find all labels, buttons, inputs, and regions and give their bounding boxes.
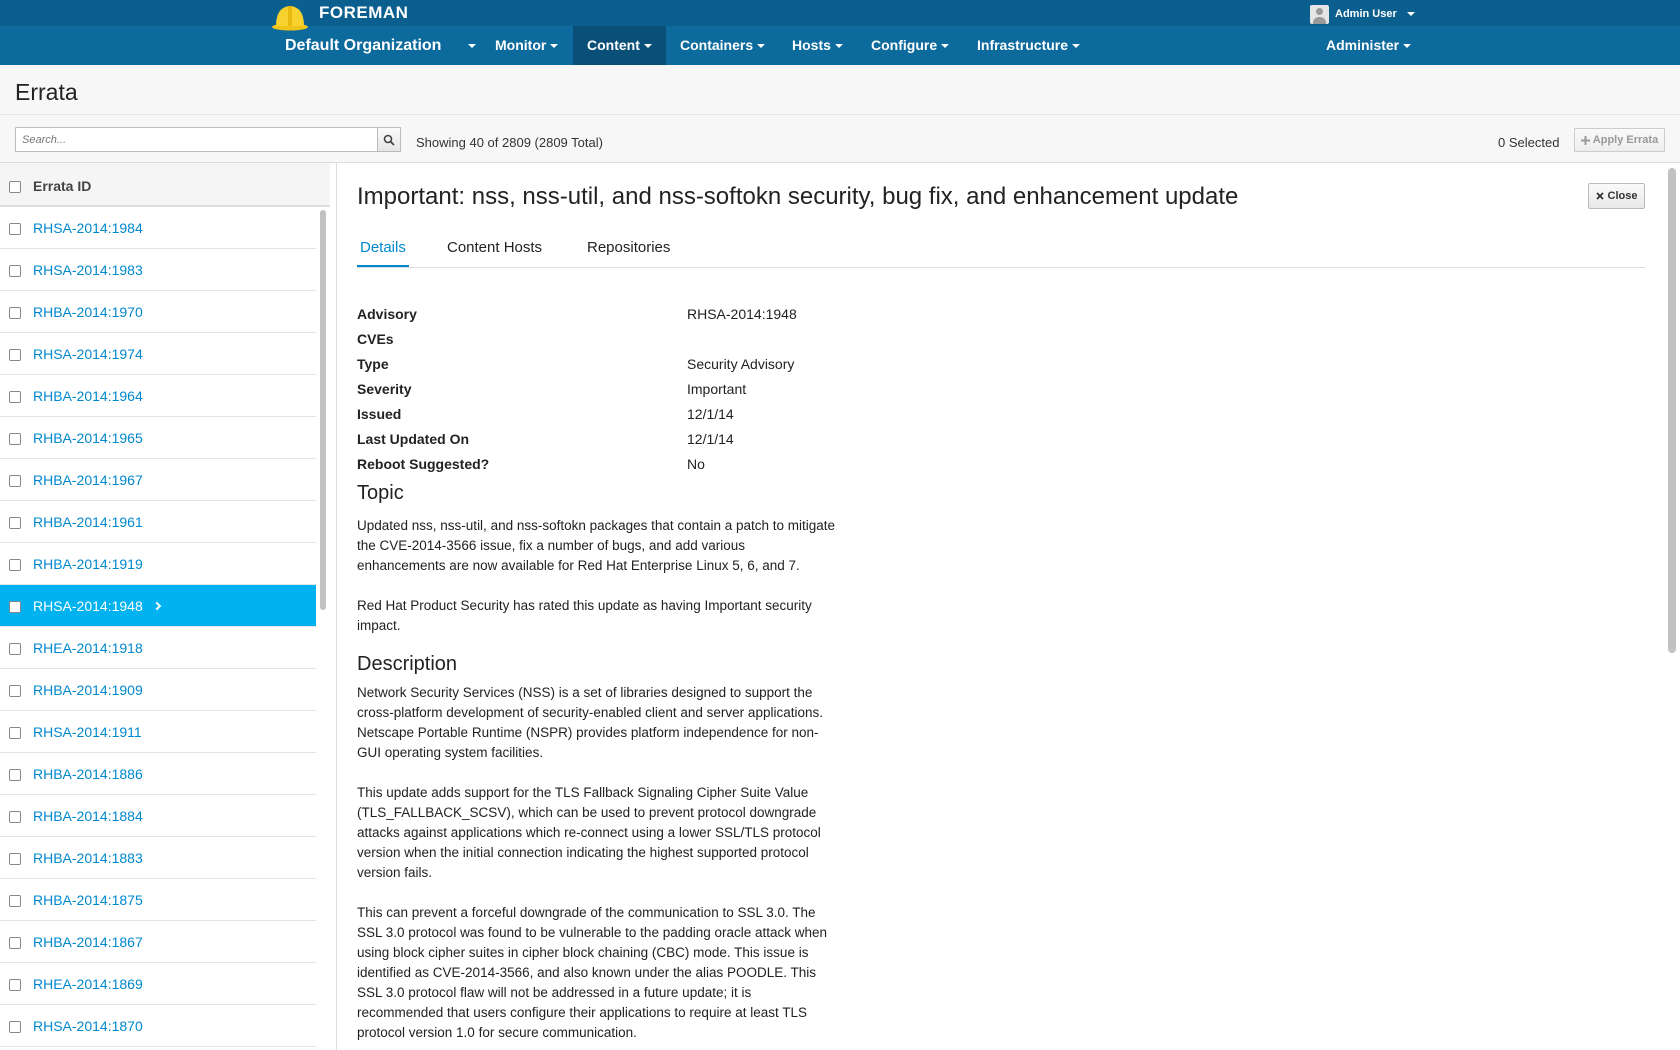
table-row[interactable] [0, 1005, 316, 1047]
table-row[interactable] [0, 543, 316, 585]
field-label: Severity [357, 381, 412, 397]
field-label: Advisory [357, 306, 417, 322]
table-row[interactable] [0, 753, 316, 795]
row-checkbox[interactable] [9, 265, 21, 277]
field-label: Reboot Suggested? [357, 456, 490, 472]
description-heading: Description [357, 653, 458, 675]
navbar-top-strip [0, 0, 1680, 26]
table-row[interactable] [0, 417, 316, 459]
errata-id-link[interactable]: RHBA-2014:1883 [33, 850, 143, 866]
table-row[interactable] [0, 375, 316, 417]
list-scrollbar[interactable] [320, 210, 326, 610]
nav-monitor[interactable] [481, 26, 572, 65]
search-input[interactable] [15, 127, 378, 152]
nav-label: Infrastructure [977, 37, 1069, 53]
errata-id-link[interactable]: RHSA-2014:1984 [33, 220, 143, 236]
chevron-down-icon [550, 44, 558, 48]
table-row[interactable] [0, 669, 316, 711]
chevron-down-icon [1403, 44, 1411, 48]
table-row[interactable] [0, 501, 316, 543]
table-row[interactable] [0, 459, 316, 501]
nav-content[interactable] [573, 26, 666, 65]
nav-hosts[interactable] [778, 26, 857, 65]
chevron-down-icon [1072, 44, 1080, 48]
row-checkbox[interactable] [9, 979, 21, 991]
errata-id-link[interactable]: RHSA-2014:1948 [33, 598, 143, 614]
row-checkbox[interactable] [9, 811, 21, 823]
errata-id-link[interactable]: RHEA-2014:1869 [33, 976, 143, 992]
user-menu[interactable] [1310, 4, 1415, 24]
table-row[interactable] [0, 207, 316, 249]
field-value: RHSA-2014:1948 [687, 306, 797, 322]
errata-rows [0, 207, 316, 1047]
errata-id-link[interactable]: RHBA-2014:1867 [33, 934, 143, 950]
errata-id-link[interactable]: RHBA-2014:1965 [33, 430, 143, 446]
table-row[interactable] [0, 249, 316, 291]
errata-id-link[interactable]: RHSA-2014:1870 [33, 1018, 143, 1034]
chevron-down-icon [1407, 12, 1415, 16]
errata-id-link[interactable]: RHBA-2014:1961 [33, 514, 143, 530]
results-count: Showing 40 of 2809 (2809 Total) [416, 135, 603, 150]
row-checkbox[interactable] [9, 643, 21, 655]
field-label: Type [357, 356, 389, 372]
org-label: Default Organization [285, 37, 442, 54]
search-button[interactable] [377, 127, 401, 152]
row-checkbox[interactable] [9, 895, 21, 907]
page-header [0, 65, 1680, 115]
table-row[interactable] [0, 333, 316, 375]
errata-id-link[interactable]: RHEA-2014:1918 [33, 640, 143, 656]
field-label: Issued [357, 406, 402, 422]
table-row[interactable] [0, 795, 316, 837]
row-checkbox[interactable] [9, 559, 21, 571]
table-row[interactable] [0, 963, 316, 1005]
avatar [1310, 5, 1329, 24]
main-nav [0, 26, 1680, 65]
row-checkbox[interactable] [9, 1021, 21, 1033]
errata-id-link[interactable]: RHBA-2014:1884 [33, 808, 143, 824]
errata-id-link[interactable]: RHSA-2014:1911 [33, 724, 142, 740]
errata-id-link[interactable]: RHBA-2014:1909 [33, 682, 143, 698]
selected-count: 0 Selected [1498, 135, 1560, 150]
close-label: Close [1607, 190, 1638, 202]
nav-administer[interactable] [1312, 26, 1425, 65]
nav-label: Administer [1326, 37, 1400, 53]
table-row[interactable] [0, 291, 316, 333]
description-paragraph-1: Network Security Services (NSS) is a set of libraries designed to support the cross-platform development of security-enabled client and server applications. Netscape Portable Runtime (NSPR) provides platform independence for non-GUI operating system facilities. [357, 685, 823, 760]
errata-id-link[interactable]: RHBA-2014:1875 [33, 892, 143, 908]
field-label: CVEs [357, 331, 394, 347]
row-checkbox[interactable] [9, 601, 21, 613]
detail-tabs [357, 233, 1645, 268]
topic-paragraph-1: Updated nss, nss-util, and nss-softokn packages that contain a patch to mitigate the CVE-2014-3566 issue, fix a number of bugs, and add various enhancements are now available for Red Hat Enterprise Linux 5, 6, and 7. [357, 518, 836, 573]
row-checkbox[interactable] [9, 433, 21, 445]
table-row[interactable] [0, 921, 316, 963]
tab-details[interactable]: Details [357, 239, 409, 267]
top-navbar [0, 0, 1680, 65]
list-header [0, 163, 330, 207]
detail-scrollbar[interactable] [1668, 168, 1676, 653]
tab-repositories[interactable]: Repositories [587, 239, 671, 256]
field-value: 12/1/14 [687, 406, 734, 422]
row-checkbox[interactable] [9, 685, 21, 697]
nav-label: Hosts [792, 37, 831, 53]
page-title: Errata [15, 79, 78, 105]
tab-content-hosts[interactable]: Content Hosts [447, 239, 543, 256]
row-checkbox[interactable] [9, 937, 21, 949]
row-checkbox[interactable] [9, 391, 21, 403]
chevron-down-icon [468, 44, 476, 48]
column-header-errata-id[interactable]: Errata ID [33, 178, 92, 194]
field-value: 12/1/14 [687, 431, 734, 447]
field-value: Important [687, 381, 747, 397]
table-row[interactable] [0, 837, 316, 879]
row-checkbox[interactable] [9, 223, 21, 235]
chevron-down-icon [644, 44, 652, 48]
search-icon [383, 134, 395, 146]
apply-errata-label: Apply Errata [1592, 134, 1659, 146]
field-value: Security Advisory [687, 356, 795, 372]
description-paragraph-2: This update adds support for the TLS Fallback Signaling Cipher Suite Value (TLS_FALLBACK_SCSV), which can be used to prevent protocol downgrade attacks against applications which re-connect using a lower SSL/TLS protocol version when the initial connection indicating the highest supported protocol version fails. [357, 785, 821, 880]
select-all-checkbox[interactable] [9, 181, 21, 193]
plus-icon [1581, 136, 1590, 145]
nav-infrastructure[interactable] [963, 26, 1094, 65]
field-value: No [687, 456, 705, 472]
nav-label: Containers [680, 37, 754, 53]
table-row[interactable] [0, 585, 316, 627]
apply-errata-button[interactable] [1574, 128, 1665, 152]
close-button[interactable] [1588, 183, 1645, 209]
table-row[interactable] [0, 879, 316, 921]
org-switcher[interactable] [271, 26, 490, 65]
table-row[interactable] [0, 627, 316, 669]
errata-list [0, 163, 337, 1050]
nav-label: Monitor [495, 37, 547, 53]
topic-paragraph-2: Red Hat Product Security has rated this update as having Important security impact. [357, 598, 812, 633]
errata-id-link[interactable]: RHSA-2014:1974 [33, 346, 143, 362]
description-paragraph-3: This can prevent a forceful downgrade of the communication to SSL 3.0. The SSL 3.0 protocol was found to be vulnerable to the padding oracle attack when using block cipher suites in cipher block chaining (CBC) mode. This issue is identified as CVE-2014-3566, and also known under the alias POODLE. This SSL 3.0 protocol flaw will not be addressed in a future update; it is recommended that users configure their applications to require at least TLS protocol version 1.0 for secure communication. [357, 905, 828, 1040]
nav-label: Configure [871, 37, 938, 53]
user-name: Admin User [1335, 8, 1397, 20]
errata-detail [338, 163, 1668, 1050]
row-checkbox[interactable] [9, 517, 21, 529]
chevron-down-icon [941, 44, 949, 48]
errata-id-link[interactable]: RHBA-2014:1886 [33, 766, 143, 782]
row-checkbox[interactable] [9, 853, 21, 865]
row-checkbox[interactable] [9, 727, 21, 739]
chevron-down-icon [757, 44, 765, 48]
errata-id-link[interactable]: RHBA-2014:1964 [33, 388, 143, 404]
errata-id-link[interactable]: RHSA-2014:1983 [33, 262, 143, 278]
errata-id-link[interactable]: RHBA-2014:1919 [33, 556, 143, 572]
topic-heading: Topic [357, 482, 404, 504]
row-checkbox[interactable] [9, 475, 21, 487]
row-checkbox[interactable] [9, 769, 21, 781]
chevron-down-icon [835, 44, 843, 48]
errata-id-link[interactable]: RHBA-2014:1970 [33, 304, 143, 320]
nav-label: Content [587, 37, 640, 53]
brand-name[interactable]: FOREMAN [319, 3, 409, 22]
field-label: Last Updated On [357, 431, 470, 447]
row-checkbox[interactable] [9, 349, 21, 361]
detail-title: Important: nss, nss-util, and nss-softokn security, bug fix, and enhancement update [357, 183, 1239, 210]
nav-containers[interactable] [666, 26, 779, 65]
chevron-right-icon [153, 602, 161, 610]
table-row[interactable] [0, 711, 316, 753]
errata-id-link[interactable]: RHBA-2014:1967 [33, 472, 143, 488]
nav-configure[interactable] [857, 26, 963, 65]
row-checkbox[interactable] [9, 307, 21, 319]
close-icon [1596, 192, 1604, 200]
